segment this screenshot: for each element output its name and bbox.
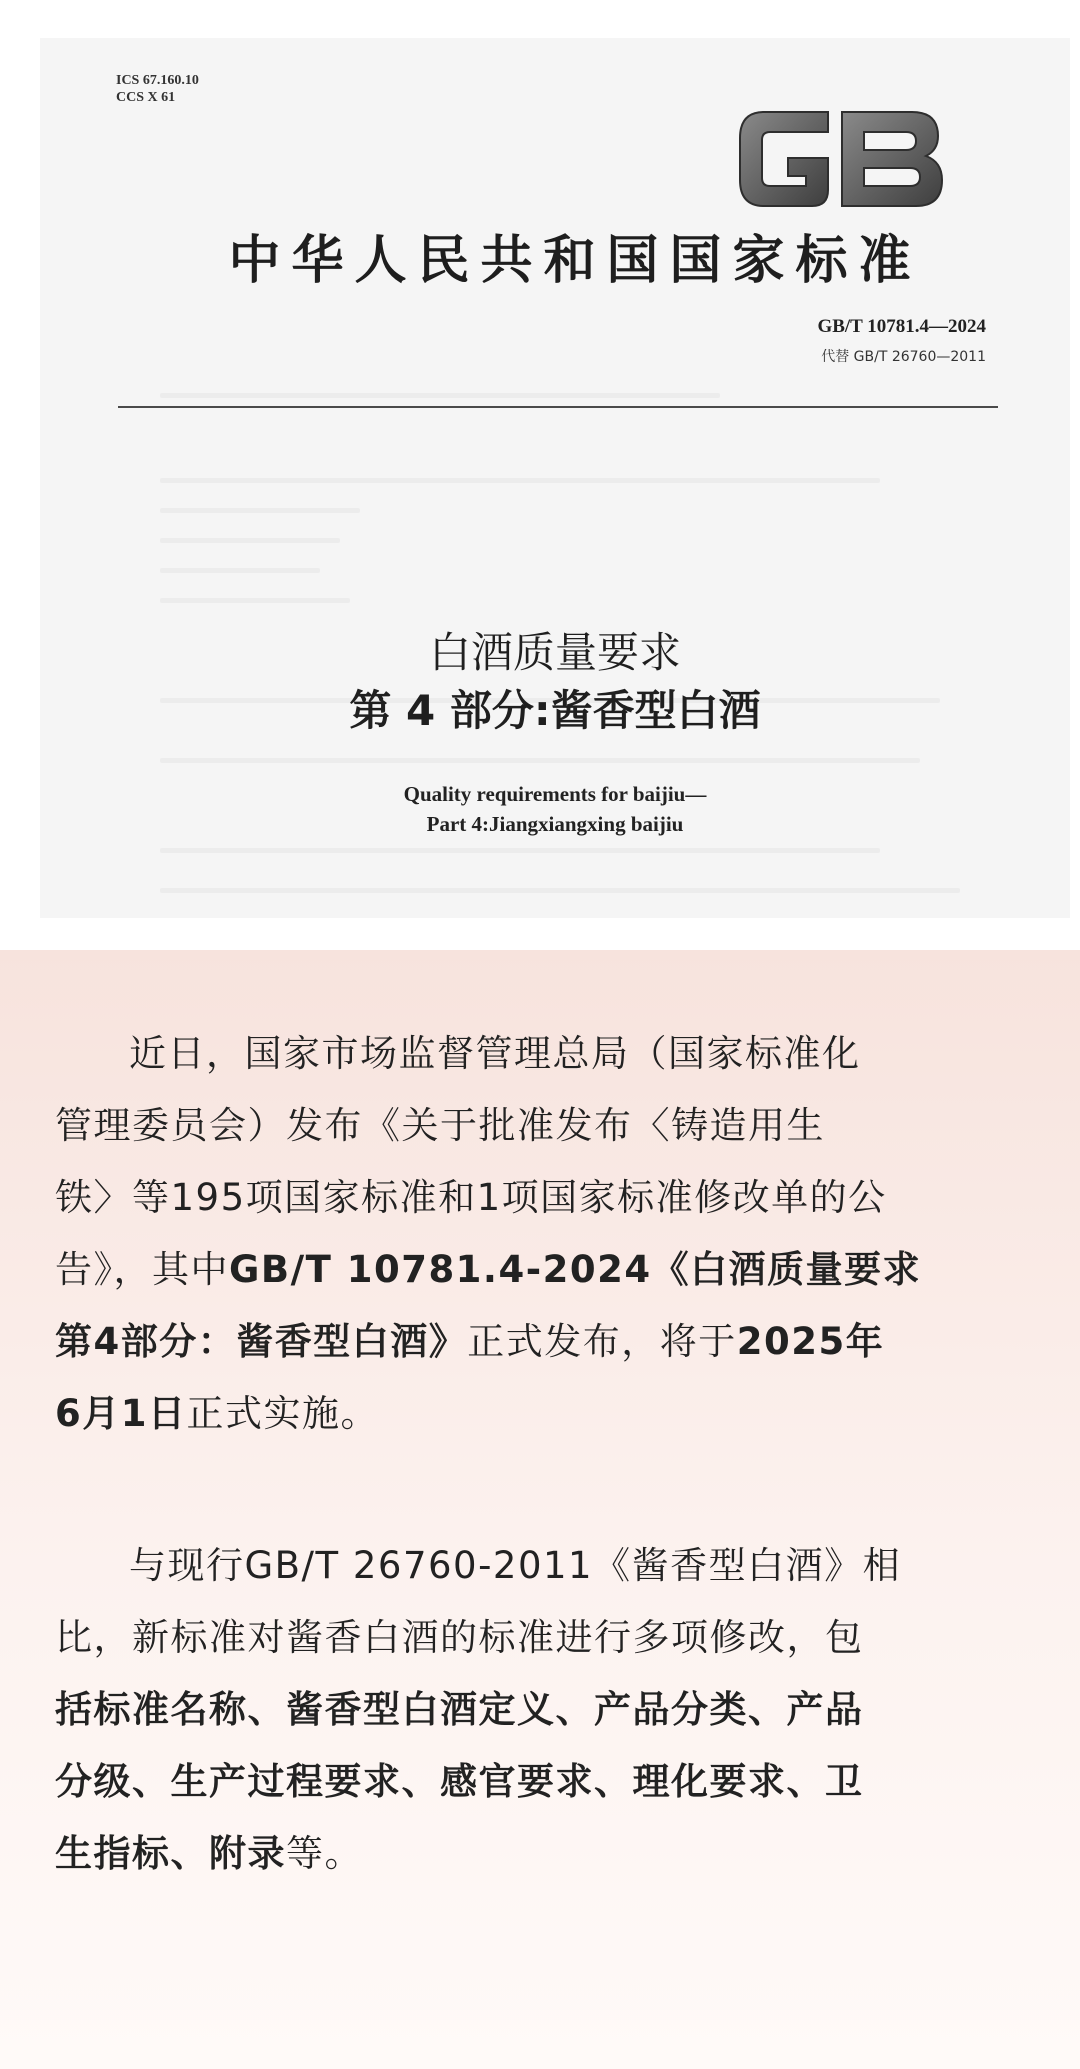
text-line [55, 1306, 1025, 1378]
ics-classification [116, 72, 199, 106]
gb-logo-icon [730, 82, 950, 232]
text-line [55, 1818, 1025, 1890]
bold-modifications: 括标准名称、酱香型白酒定义、产品分类、产品 [55, 1688, 864, 1731]
bold-part-title: 第4部分：酱香型白酒》 [55, 1320, 468, 1363]
article-paragraph-1 [55, 1018, 1025, 1450]
text-line [55, 1746, 1025, 1818]
bold-modifications: 分级、生产过程要求、感官要求、理化要求、卫 [55, 1760, 864, 1803]
scan-bleed-line [160, 508, 360, 513]
english-title-line-2: Part 4:Jiangxiangxing baijiu [426, 812, 684, 836]
bold-year: 2025年 [736, 1320, 885, 1363]
standard-number: GB/T 10781.4—2024 [817, 316, 986, 337]
replaces-standard: 代替 GB/T 26760—2011 [821, 349, 986, 365]
scan-bleed-line [160, 393, 720, 398]
ics-code: ICS 67.160.10 [116, 73, 199, 88]
text-line: 与现行GB/T 26760-2011《酱香型白酒》相 [129, 1544, 902, 1587]
bold-standard-title: GB/T 10781.4-2024《白酒质量要求 [229, 1248, 922, 1291]
scan-bleed-line [160, 538, 340, 543]
scan-bleed-line [160, 888, 960, 893]
text-line [55, 1378, 1025, 1450]
national-standard-title: 中华人民共和国国家标准 [228, 230, 922, 291]
scan-bleed-line [160, 478, 880, 483]
text-run: 正式实施。 [186, 1392, 379, 1435]
ccs-code: CCS X 61 [116, 90, 176, 105]
scan-bleed-line [160, 848, 880, 853]
scan-bleed-line [160, 598, 350, 603]
text-run: 正式发布，将于 [467, 1320, 737, 1363]
article-paragraph-2 [55, 1530, 1025, 1890]
bold-date: 6月1日 [55, 1392, 187, 1435]
chinese-title-line-2: 第 4 部分:酱香型白酒 [349, 686, 761, 735]
standard-cover-image [40, 38, 1070, 918]
chinese-title-line-1: 白酒质量要求 [428, 628, 681, 677]
text-line [55, 1234, 1025, 1306]
english-title-line-1: Quality requirements for baijiu— [403, 782, 707, 806]
article-panel [0, 950, 1080, 2069]
bold-modifications: 生指标、附录 [55, 1832, 286, 1875]
text-line: 比，新标准对酱香白酒的标准进行多项修改，包 [55, 1616, 864, 1659]
scan-bleed-line [160, 758, 920, 763]
text-line: 铁〉等195项国家标准和1项国家标准修改单的公 [55, 1176, 887, 1219]
scan-bleed-line [160, 568, 320, 573]
cover-divider [118, 406, 998, 408]
text-line: 管理委员会）发布《关于批准发布〈铸造用生 [55, 1104, 825, 1147]
text-run: 告》，其中 [55, 1248, 229, 1291]
text-line: 近日，国家市场监督管理总局（国家标准化 [129, 1032, 861, 1075]
text-line [55, 1674, 1025, 1746]
text-run: 等。 [286, 1832, 363, 1875]
